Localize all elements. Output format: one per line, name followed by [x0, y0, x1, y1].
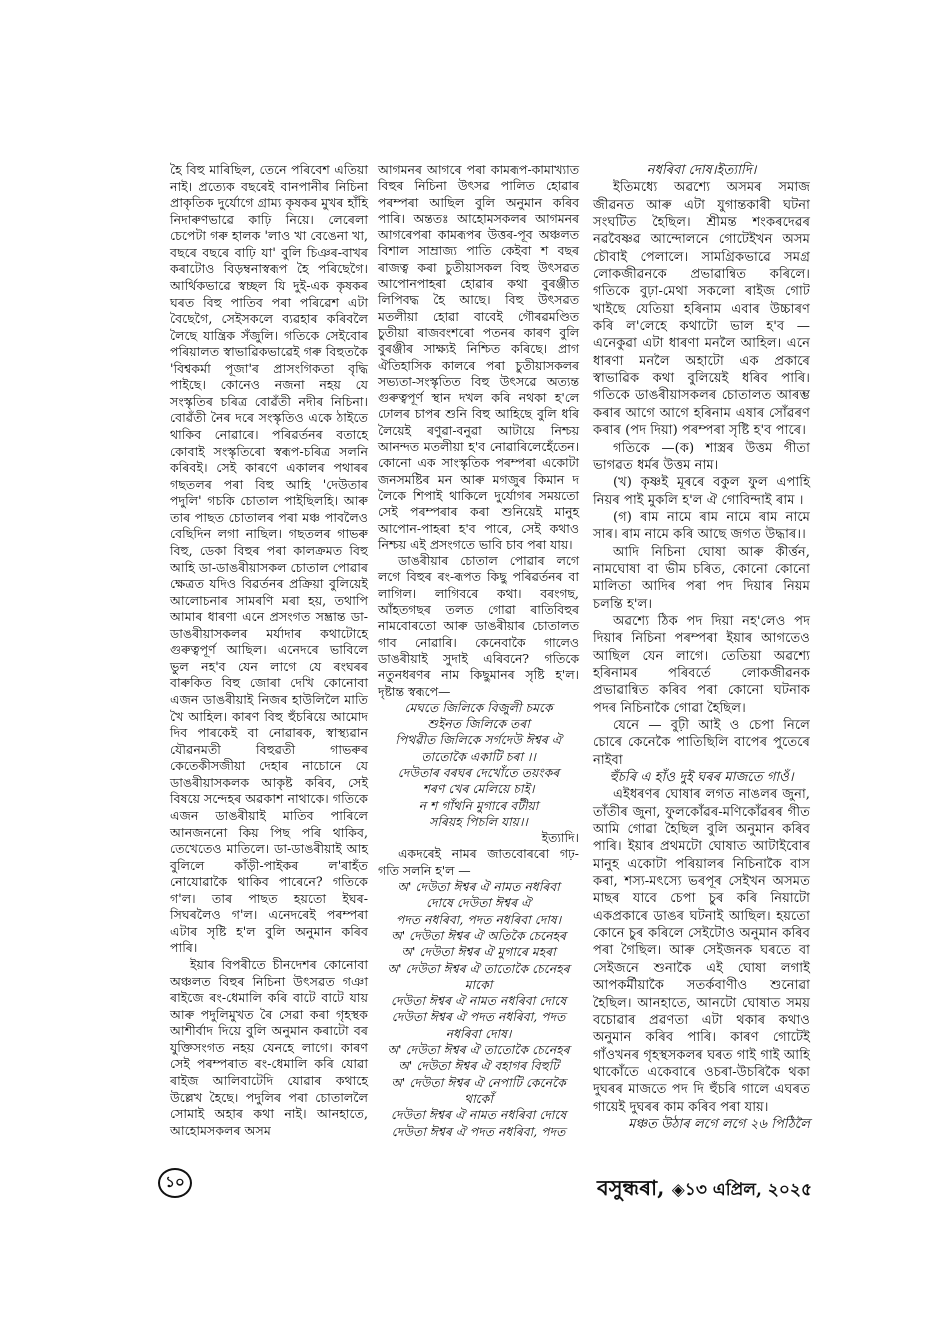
verse-line: সৰিয়হ পিচলি যায়।। [429, 813, 528, 829]
paragraph: অৱশ্যে ঠিক পদ দিয়া নহ'লেও পদ দিয়াৰ নিচিনা পৰম্পৰা ইয়াৰ আগতেও আছিল যেন লাগে। তেতিয়া অৱশ্যে হৰিনামৰ পৰিবৰ্তে লোকজীৱনক প্ৰভাৱান্বিত কৰিব পৰা কোনো ঘটনাক পদৰ নিচিনাকৈ গোৱা হৈছিল। [593, 613, 810, 716]
verse-line: অ' দেউতা ঈশ্বৰ ঐ মুগাৰে মহৰা [401, 944, 556, 960]
verse-line: শুইনত জিলিকে তৰা [427, 716, 530, 732]
paragraph: এইধৰণৰ ঘোষাৰ লগত নাঙলৰ জুনা, তাঁতীৰ জুনা, ফুলকোঁৱৰ-মণিকোঁৱৰৰ গীত আমি গোৱা হৈছিল বুলি অনুমান কৰিব পাৰি। ইয়াৰ প্ৰথমটো ঘোষাত আটাইবোৰ মানুহ একোটা পৰিয়ালৰ নিচিনাকৈ বাস কৰা, শস্য-মৎস্যে ভৰপূৰ সেইখন অসমত মাছৰ যাবে চেপা চুৰ কৰি নিয়াটো একপ্ৰকাৰে ডাঙৰ ঘটনাই আছিল। হয়তো কোনে চুৰ কৰিলে সেইটোও অনুমান কৰিব পৰা গৈছিল। আৰু সেইজনক ঘৰতে বা সেইজনে শুনাকৈ এই ঘোষা লগাই আপকৰ্মীয়াকৈ সতৰ্কবাণীও শুনোৱা হৈছিল। আনহাতে, আনটো ঘোষাত সময় বচোৱাৰ প্ৰৱণতা এটা থকাৰ কথাও অনুমান কৰিব পাৰি। কাৰণ গোটেই গাঁওখনৰ গৃহস্থসকলৰ ঘৰত গাই গাই আহি থাকোঁতে একেবাৰে ওচৰা-উচৰিকৈ থকা দুঘৰৰ মাজতে পদ দি হুঁচৰি গালে এঘৰত গায়েই দুঘৰৰ কাম কৰিব পৰা যায়। [593, 787, 810, 1115]
paragraph: আদি নিচিনা ঘোষা আৰু কীৰ্ত্তন, নামঘোষা বা ভীম চৰিত, কোনো কোনো মালিতা আদিৰ পৰা পদ দিয়াৰ নিয়ম চলন্তি হ'ল। [593, 544, 810, 612]
article-column-3 [593, 162, 810, 1133]
verse-block [378, 700, 579, 830]
paragraph: হৈ বিহু মাৰিছিল, তেনে পৰিবেশ এতিয়া নাই। প্ৰত্যেক বছৰেই বানপানীৰ নিচিনা প্ৰাকৃতিক দুৰ্যোগে গ্ৰাম্য কৃষকৰ মুখৰ হাঁহি নিদাৰুণভাৱে কাঢ়ি নিয়ে। লেৰেলা চেপেটা গৰু হালক 'লাও খা বেঙেনা খা, বছৰে বছৰে বাঢ়ি যা' বুলি চিঞৰ-বাখৰ কৰাটোও বিড়ম্বনাস্বৰূপ হৈ পৰিছেগৈ। আৰ্থিকভাৱে স্বচ্ছল যি দুই-এক কৃষকৰ ঘৰত বিহু পাতিব পৰা পৰিৱেশ এটা বৈছেগৈ, সেইসকলে ব্যৱহাৰ কৰিবলৈ লৈছে যান্ত্ৰিক সঁজুলি। গতিকে সেইবোৰ পৰিয়ালত স্বাভাৱিকভাৱেই গৰু বিহুতকৈ 'বিশ্বকৰ্মা পূজা'ৰ প্ৰাসংগিকতা বৃদ্ধি পাইছে। কোনেও নজনা নহয় যে সংস্কৃতিৰ চৰিত্ৰ বোৱঁতী নদীৰ নিচিনা। বোৱঁতী নৈৰ দৰে সংস্কৃতিও একে ঠাইতে থাকিব নোৱাৰে। পৰিৱৰ্তনৰ বতাহে কোবাই সংস্কৃতিৰো স্বৰূপ-চৰিত্ৰ সলনি কৰিবই। সেই কাৰণে একালৰ পথাৰৰ গছতলৰ পৰা বিহু আহি 'দেউতাৰ পদুলি' গচকি চোতাল পাইছিলহি। আৰু তাৰ পাছত চোতালৰ পৰা মঞ্চ পাবলৈও বেছিদিন লগা নাছিল। গছতলৰ গাভৰু বিহু, ডেকা বিহুৰ পৰা কালক্ৰমত বিহু আহি ডা-ডাঙৰীয়াসকল চোতাল পোৱাৰ ক্ষেত্ৰত যদিও বিৱৰ্তনৰ প্ৰক্ৰিয়া বুলিয়েই আলোচনাৰ সামৰণি মৰা হয়, তথাপি আমাৰ ধাৰণা এনে প্ৰসংগত সম্ভ্ৰান্ত ডা-ডাঙৰীয়াসকলৰ মৰ্যাদাৰ কথাটোহে গুৰুত্বপূৰ্ণ আছিল। এনেদৰে ভাবিলে ভুল নহ'ব যেন লাগে যে ৰংঘৰৰ বাৰুকিত বিহু জোৰা দেখি কোনোবা এজন ডাঙৰীয়াই নিজৰ হাউলিলৈ মাতি খৈ আহিল। কাৰণ বিহু হুঁচৰিয়ে আমোদ দিব পাৰকেই বা নোৱাৰক, স্বাস্থ্যৱান যৌৱনমতী বিহুৱতী গাভৰুৰ কেতেকীসজীয়া দেহাৰ নাচোনে যে ডাঙৰীয়াসকলক আকৃষ্ট কৰিব, সেই বিষয়ে সন্দেহৰ অৱকাশ নাথাকে। গতিকে এজন ডাঙৰীয়াই মাতিব পাৰিলে আনজননো কিয় পিছ পৰি থাকিব, তেখেতেও মাতিলে। ডা-ডাঙৰীয়াই আহ বুলিলে কাঁড়ী-পাইকৰ ল'ৰাহঁত নোযোৱাকৈ থাকিব পাৰেনে? গতিকে গ'ল। তাৰ পাছত হয়তো ইঘৰ-সিঘৰলৈও গ'ল। এনেদৰেই পৰম্পৰা এটাৰ সৃষ্টি হ'ল বুলি অনুমান কৰিব পাৰি। [170, 162, 368, 956]
verse-line: দেউতাৰ বৰঘৰ দেখোঁতে তয়ংকৰ [397, 764, 560, 780]
verse-line: দেউতা ঈশ্বৰ ঐ নামত নধৰিবা দোষে [390, 993, 567, 1009]
verse-line: অ' দেউতা ঈশ্বৰ ঐ বহাগৰ বিহুটি [398, 1058, 559, 1074]
verse-line: দেউতা ঈশ্বৰ ঐ পদত নধৰিবা, পদত [391, 1123, 566, 1139]
verse-line: মেঘতে জিলিকে বিজুলী চমকে [404, 699, 553, 715]
verse-line: পিথৱীত জিলিকে সৰ্গদেউ ঈশ্বৰ ঐ [395, 732, 562, 748]
verse-line: দেউতা ঈশ্বৰ ঐ পদত নধৰিবা, পদত [391, 1009, 566, 1025]
verse-line: অ' দেউতা ঈশ্বৰ ঐ নেপাটি কেনেকৈ থাকোঁ [391, 1074, 566, 1106]
paragraph: আগমনৰ আগৰে পৰা কামৰূপ-কামাখ্যাত বিহুৰ নিচিনা উৎসৱ পালিত হোৱাৰ পৰম্পৰা আছিল বুলি অনুমান কৰিব পাৰি। অন্ততঃ আহোমসকলৰ আগমনৰ আগৰেপৰা কামৰূপৰ উত্তৰ-পূব অঞ্চলত বিশাল সাম্ৰাজ্য পাতি কেইবা শ বছৰ ৰাজত্ব কৰা চুতীয়াসকল বিহু উৎসৱত আপোনপাহৰা হোৱাৰ কথা বুৰঞ্জীত লিপিবদ্ধ হৈ আছে। বিহু উৎসৱত মতলীয়া হোৱা বাবেই গৌৰৱমণ্ডিত চুতীয়া ৰাজবংশৰো পতনৰ কাৰণ বুলি বুৰঞ্জীৰ সাক্ষ্যই নিশ্চিত কৰিছে। প্ৰাগ ঐতিহাসিক কালৰে পৰা চুতীয়াসকলৰ সভ্যতা-সংস্কৃতিত বিহু উৎসৱে অত্যন্ত গুৰুত্বপূৰ্ণ স্থান দখল কৰি নথকা হ'লে ঢোলৰ চাপৰ শুনি বিহু আহিছে বুলি ধৰি লৈয়েই ৰণুৱা-বনুৱা আটায়ে নিশ্চয় আনন্দত মতলীয়া হ'ব নোৱাৰিলেহেঁতেন। কোনো এক সাংস্কৃতিক পৰম্পৰা একোটা জনসমষ্টিৰ মন আৰু মগজুৰ কিমান দ লৈকে শিপাই থাকিলে দুৰ্যোগৰ সময়তো সেই পৰম্পৰাৰ কৰা শুনিয়েই মানুহ আপোন-পাহৰা হ'ব পাৰে, সেই কথাও নিশ্চয় এই প্ৰসংগতে ভাবি চাব পৰা যায়। [378, 162, 579, 552]
article-column-2 [378, 162, 579, 1140]
paragraph: (খ) কৃষ্ণই মূৰৰে বকুল ফুল এপাহি নিয়ৰ পাই মুকলি হ'ল ঐ গোবিন্দাই ৰাম । [593, 475, 810, 508]
verse-line: ন শ গাঁথনি মুগাৰে বটীয়া [418, 797, 539, 813]
paragraph: (গ) ৰাম নামে ৰাম নামে ৰাম নামে সাৰ। ৰাম নামে কৰি আছে জগত উদ্ধাৰ।। [593, 509, 810, 543]
paragraph: যেনে — বুঢ়ী আই ও চেপা নিলে চোৰে কেনেকৈ পাতিছিলি বাপেৰ পুতেৰে নাইবা [593, 718, 810, 768]
verse-line: নধৰিবা দোষ। [445, 1025, 512, 1041]
verse-line: নধৰিবা দোষ।ইত্যাদি। [646, 163, 757, 178]
verse-line: অ' দেউতা ঈশ্বৰ ঐ অতিকৈ চেনেহৰ [390, 927, 567, 943]
page-number: ১০ [158, 1168, 192, 1198]
verse-line: দেউতা ঈশ্বৰ ঐ নামত নধৰিবা দোষে [390, 1107, 567, 1123]
verse-line: অ' দেউতা ঈশ্বৰ ঐ নামত নধৰিবা [397, 879, 560, 895]
paragraph: ইতিমধ্যে অৱশ্যে অসমৰ সমাজ জীৱনত আৰু এটা যুগান্তকাৰী ঘটনা সংঘটিত হৈছিল। শ্ৰীমন্ত শংকৰদেৱৰ নৱবৈষ্ণৱ আন্দোলনে গোটেইখন অসম চৌবাই পেলালে। সামগ্ৰিকভাৱে সমগ্ৰ লোকজীৱনকে প্ৰভাৱান্বিত কৰিলে। গতিকে বুঢ়া-মেথা সকলো ৰাইজ গোট খাইছে যেতিয়া হৰিনাম এবাৰ উচ্চাৰণ কৰি ল'লেহে কথাটো ভাল হ'ব — এনেকুৱা এটা ধাৰণা মনলৈ আহিল। এনে ধাৰণা মনলৈ অহাটো এক প্ৰকাৰে স্বাভাৱিক কথা বুলিয়েই ধৰিব পাৰি। গতিকে ডাঙৰীয়াসকলৰ চোতালত আৰম্ভ কৰাৰ আগে আগে হৰিনাম এষাৰ সোঁৱৰণ কৰাৰ (পদ দিয়া) পৰম্পৰা সৃষ্টি হ'ব পাৰে। [593, 180, 810, 439]
verse-line: অ' দেউতা ঈশ্বৰ ঐ তাতোকৈ চেনেহৰ [387, 1042, 570, 1058]
issue-date: ◈১৩ এপ্ৰিল, ২০২৫ [671, 1180, 812, 1200]
verse-line: শৰণ খেৰ মেলিয়ে চাই। [422, 781, 535, 797]
continued-note: মঞ্চত উঠাৰ লগে লগে ২৬ পিঠিলৈ [628, 1116, 810, 1132]
verse-line: দোষে দেউতা ঈশ্বৰ ঐ [426, 895, 531, 911]
paragraph: ইয়াৰ বিপৰীতে চীনদেশৰ কোনোবা অঞ্চলত বিহুৰ নিচিনা উৎসৱত গঞা ৰাইজে ৰং-ধেমালি কৰি বাটে বাটে যায় আৰু পদুলিমুখত ৰৈ সেৱা কৰা গৃহস্থক আশীৰ্বাদ দিয়ে বুলি অনুমান কৰাটো বৰ যুক্তিসংগত নহয় যেনহে লাগে। কাৰণ সেই পৰম্পৰাত ৰং-ধেমালি কৰি যোৱা ৰাইজ আলিবাটেদি যোৱাৰ কথাহে উল্লেখ হৈছে। পদুলিৰ পৰা চোতাললৈ সোমাই অহাৰ কথা নাই। আনহাতে, আহোমসকলৰ অসম [170, 957, 368, 1138]
verse-block [378, 879, 579, 1140]
article-column-1 [170, 162, 368, 1139]
paragraph: ডাঙৰীয়াৰ চোতাল পোৱাৰ লগে লগে বিহুৰ ৰং-ৰূপত কিছু পৰিৱৰ্তনৰ বা লাগিল। লাগিবৰে কথা। বৰংগছ, আঁহতগছৰ তলত গোৱা ৰাতিবিহুৰ নামবোৰতো আৰু ডাঙৰীয়াৰ চোতালত গাব নোৱাৰি। কেনেবাকৈ গালেও ডাঙৰীয়াই সুদাই এৰিবনে? গতিকে নতুনধৰণৰ নাম কিছুমানৰ সৃষ্টি হ'ল। দৃষ্টান্ত স্বৰূপে— [378, 553, 579, 699]
verse-line: হুঁচৰি এ হাঁও দুই ঘৰৰ মাজতে গাওঁ। [609, 770, 794, 786]
magazine-footer [596, 1172, 812, 1207]
verse-line: পদত নধৰিবা, পদত নধৰিবা দোষ। [395, 911, 562, 927]
paragraph: গতিকে —(ক) শাস্ত্ৰৰ উত্তম গীতা ভাগৱত ধৰ্মৰ উত্তম নাম। [593, 440, 810, 473]
magazine-name: বসুন্ধৰা, [597, 1175, 665, 1200]
verse-line: অ' দেউতা ঈশ্বৰ ঐ তাতোকৈ চেনেহৰ মাকো [387, 960, 570, 992]
etcetera-text: ইত্যাদি। [541, 830, 579, 846]
verse-line: তাতোকৈ একাটি চৰা ।। [421, 748, 536, 764]
paragraph: একদৰেই নামৰ জাতবোৰৰো গঢ়-গতি সলনি হ'ল — [378, 846, 579, 878]
